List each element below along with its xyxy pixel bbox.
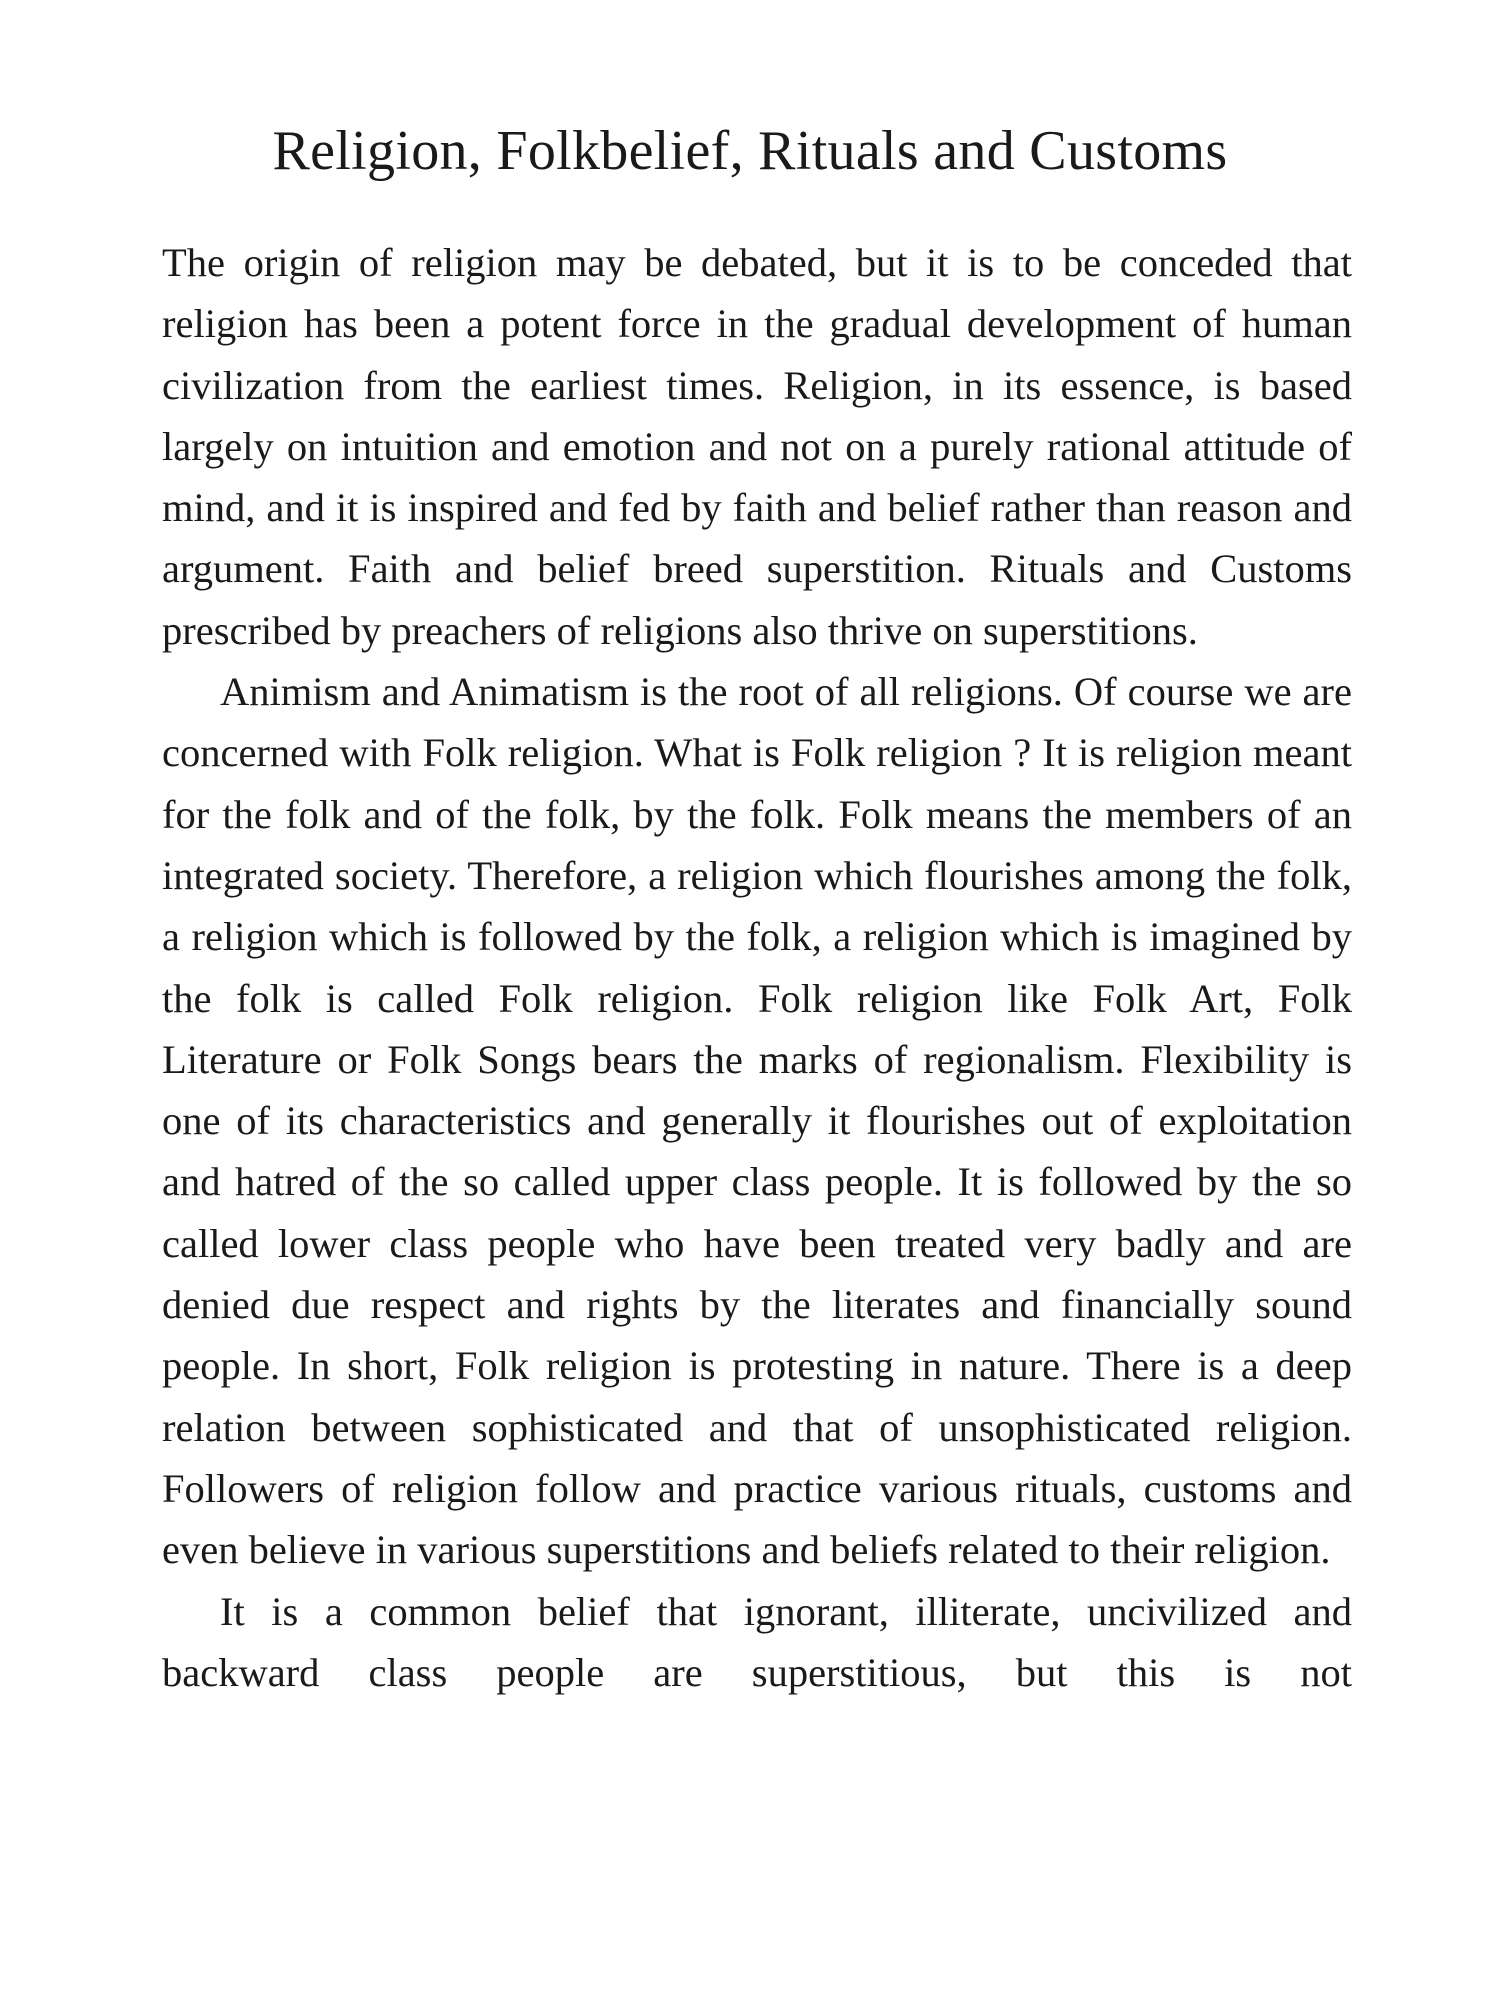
paragraph-3: It is a common belief that ignorant, illiterate, uncivilized and backward class people are superstitious, but this is not <box>162 1588 1352 1695</box>
body-text <box>162 232 1352 1703</box>
paragraph-1: The origin of religion may be debated, but it is to be conceded that religion has been a potent force in the gradual development of human civilization from the earliest times. Religion, in its essence, is based largely on intuition and emotion and not on a purely rational attitude of mind, and it is inspired and fed by faith and belief rather than reason and argument. Faith and belief breed superstition. Rituals and Customs prescribed by preachers of religions also thrive on superstitions. <box>162 240 1352 653</box>
chapter-title: Religion, Folkbelief, Rituals and Customs <box>272 120 1228 182</box>
paragraph-2: Animism and Animatism is the root of all religions. Of course we are concerned with Folk religion. What is Folk religion ? It is religion meant for the folk and of the folk, by the folk. Folk means the members of an integrated society. Therefore, a religion which flourishes among the folk, a religion which is followed by the folk, a religion which is imagined by the folk is called Folk religion. Folk religion like Folk Art, Folk Literature or Folk Songs bears the marks of regionalism. Flexibility is one of its characteristics and generally it flourishes out of exploitation and hatred of the so called upper class people. It is followed by the so called lower class people who have been treated very badly and are denied due respect and rights by the literates and financially sound people. In short, Folk religion is protesting in nature. There is a deep relation between sophisticated and that of unsophisticated religion. Followers of religion follow and practice various rituals, customs and even believe in various superstitions and beliefs related to their religion. <box>162 669 1352 1573</box>
